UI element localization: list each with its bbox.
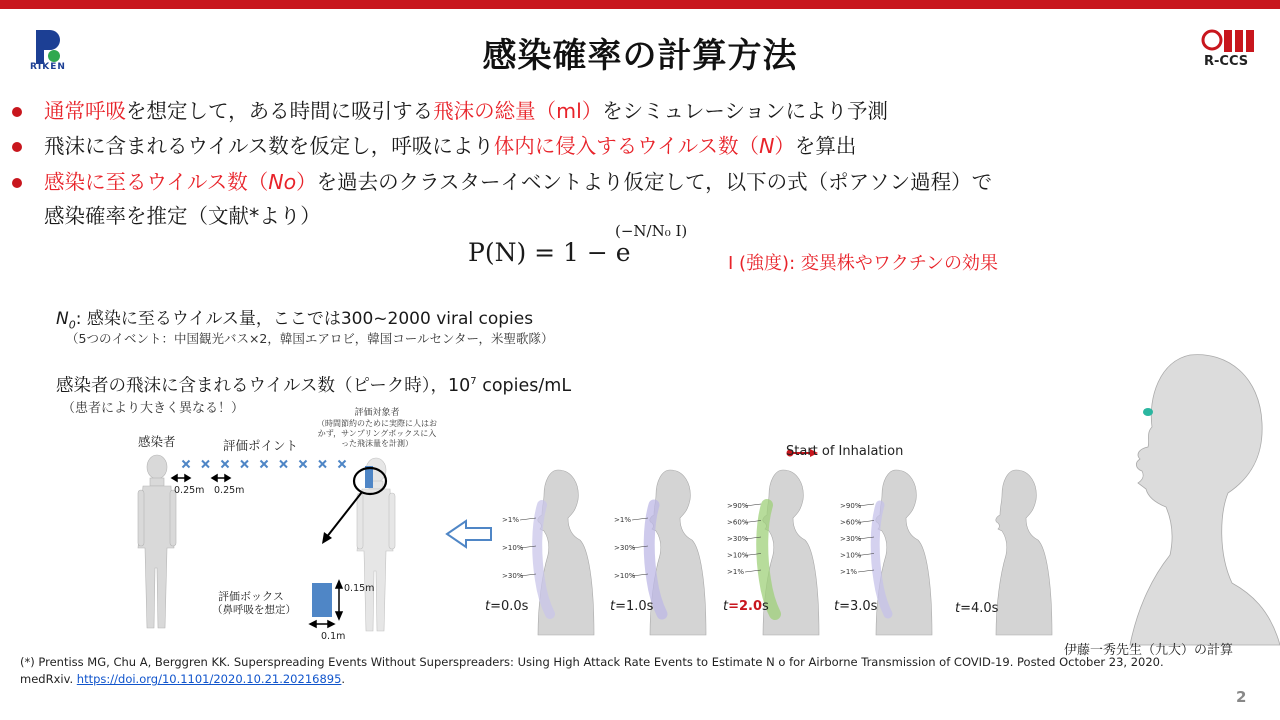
t-value: =1.0s	[615, 599, 654, 614]
concentration-level-label: >90%	[727, 502, 749, 510]
evaluation-point-marker	[222, 461, 229, 468]
footnote-doi-link[interactable]: https://doi.org/10.1101/2020.10.21.20216895	[76, 672, 342, 686]
eval-points-label: 評価ポイント	[223, 438, 299, 453]
viral-load-note: （患者により大きく異なる！）	[62, 401, 245, 416]
frame-time-4	[955, 601, 998, 616]
n0-note: （5つのイベント：中国観光バス×2，韓国エアロビ，韓国コールセンター，米聖歌隊）	[66, 331, 554, 346]
evaluation-points	[183, 461, 346, 468]
concentration-level-label: >30%	[727, 535, 749, 543]
bullet-1-part: 通常呼吸	[44, 99, 126, 123]
concentration-level-label: >30%	[502, 572, 524, 580]
concentration-level-label: >10%	[840, 551, 862, 560]
footnote-tail: .	[341, 672, 346, 686]
bullet-2-part: 飛沫に含まれるウイルス数を仮定し，呼吸により	[44, 134, 494, 158]
concentration-level-label: >30%	[614, 544, 636, 552]
subject-person-figure	[357, 458, 395, 631]
t-symbol: t	[723, 599, 729, 614]
evaluation-point-marker	[280, 461, 287, 468]
viral-load-unit: copies/mL	[476, 376, 572, 396]
eval-box-label: 評価ボックス	[218, 590, 284, 603]
distance-label-1: 0.25m	[174, 485, 205, 496]
viral-load-text: 感染者の飛沫に含まれるウイルス数（ピーク時），10	[56, 376, 471, 396]
bullet-3-continuation: 感染確率を推定（文献*より）	[44, 204, 321, 228]
distance-label-2: 0.25m	[214, 485, 245, 496]
level-leader-line	[520, 518, 536, 520]
n0-subscript: 0	[68, 318, 76, 332]
t-value: =3.0s	[839, 599, 878, 614]
evaluation-point-marker	[319, 461, 326, 468]
level-leader-line	[858, 570, 874, 572]
bullet-2-part: を算出	[794, 134, 857, 158]
t-symbol: t	[485, 599, 491, 614]
t-value-highlight: =2.0	[728, 599, 763, 614]
distance-arrows	[172, 475, 230, 481]
n0-symbol: N	[56, 309, 69, 329]
concentration-level-label: >60%	[840, 518, 862, 527]
frame-time-2	[723, 599, 769, 614]
concentration-level-label: >1%	[502, 516, 519, 524]
evaluation-point-marker	[261, 461, 268, 468]
bullet-3-part: ）	[296, 170, 317, 194]
t-unit: s	[762, 599, 769, 614]
large-head-figure	[1130, 355, 1280, 645]
t-symbol: t	[610, 599, 616, 614]
t-symbol: t	[955, 601, 961, 616]
t-symbol: t	[834, 599, 840, 614]
box-height-label: 0.15m	[344, 583, 375, 594]
evaluation-point-marker	[202, 461, 209, 468]
bullet-1-part: を想定して，ある時間に吸引する	[126, 99, 434, 123]
bullet-2-part: ）	[774, 134, 795, 158]
bullet-3-part: を過去のクラスターイベントより仮定して，以下の式（ポアソン過程）で	[316, 170, 993, 194]
t-value: =0.0s	[490, 599, 529, 614]
concentration-level-label: >90%	[840, 502, 862, 510]
concentration-level-label: >1%	[614, 516, 631, 524]
simulation-frame	[996, 470, 1052, 635]
evaluation-point-marker	[183, 461, 190, 468]
hollow-left-arrow	[447, 521, 491, 547]
evaluation-box	[312, 583, 332, 617]
viral-load-exponent: 7	[470, 376, 477, 388]
formula-lhs: P(N) = 1 − e	[468, 238, 631, 267]
evaluation-point-marker	[241, 461, 248, 468]
concentration-level-label: >10%	[727, 551, 749, 560]
bullet-1-part: 飛沫の総量（ml）	[433, 99, 603, 123]
t-value: =4.0s	[960, 601, 999, 616]
frame-time-1	[610, 599, 653, 614]
bullet-2-part: 体内に侵入するウイルス数（	[493, 134, 760, 158]
frame-time-0	[485, 599, 528, 614]
formula-exponent: (−N/N₀ I)	[615, 222, 688, 240]
inhalation-legend: Start of Inhalation	[786, 444, 904, 459]
infected-label: 感染者	[138, 434, 176, 449]
bullet-3-part: No	[268, 170, 297, 194]
rccs-logo-text: R-CCS	[1204, 54, 1249, 69]
subject-note: （時間節約のために実際に人はおかず，サンプリングボックスに入った飛沫量を計測）	[317, 419, 437, 448]
subject-label: 評価対象者	[354, 408, 400, 418]
evaluation-point-marker	[300, 461, 307, 468]
zoom-arrow-line	[326, 492, 362, 538]
concentration-level-label: >10%	[502, 544, 524, 552]
infected-person-figure	[138, 455, 176, 628]
intensity-note: I (強度): 変異株やワクチンの効果	[728, 253, 998, 274]
page-number: 2	[1236, 688, 1247, 706]
footnote-text: (*) Prentiss MG, Chu A, Berggren KK. Superspreading Events Without Superspreaders: Using High Attack Rate Events to Estimate N o for Airborne Transmission of COVID-19. Posted October 23, 2020. medRxiv.	[20, 655, 1164, 686]
bullet-2-part: N	[759, 134, 775, 158]
slide-title: 感染確率の計算方法	[482, 36, 798, 76]
calculation-credit: 伊藤一秀先生（九大）の計算	[1064, 643, 1234, 658]
bullet-3-part: 感染に至るウイルス数（	[44, 170, 269, 194]
eval-box-note: （鼻呼吸を想定）	[212, 604, 296, 616]
concentration-level-label: >30%	[840, 535, 862, 543]
footnote	[20, 654, 1220, 688]
riken-logo-text: RIKEN	[30, 62, 66, 72]
evaluation-point-marker	[339, 461, 346, 468]
bullet-1-part: をシミュレーションにより予測	[602, 99, 889, 123]
box-width-label: 0.1m	[321, 631, 346, 642]
concentration-level-label: >10%	[614, 572, 636, 580]
concentration-level-label: >60%	[727, 518, 749, 527]
n0-text: : 感染に至るウイルス量，ここでは300~2000 viral copies	[75, 309, 534, 329]
frame-time-3	[834, 599, 877, 614]
concentration-level-label: >1%	[840, 568, 857, 576]
concentration-level-label: >1%	[727, 568, 744, 576]
head-torso-silhouette	[996, 470, 1052, 635]
